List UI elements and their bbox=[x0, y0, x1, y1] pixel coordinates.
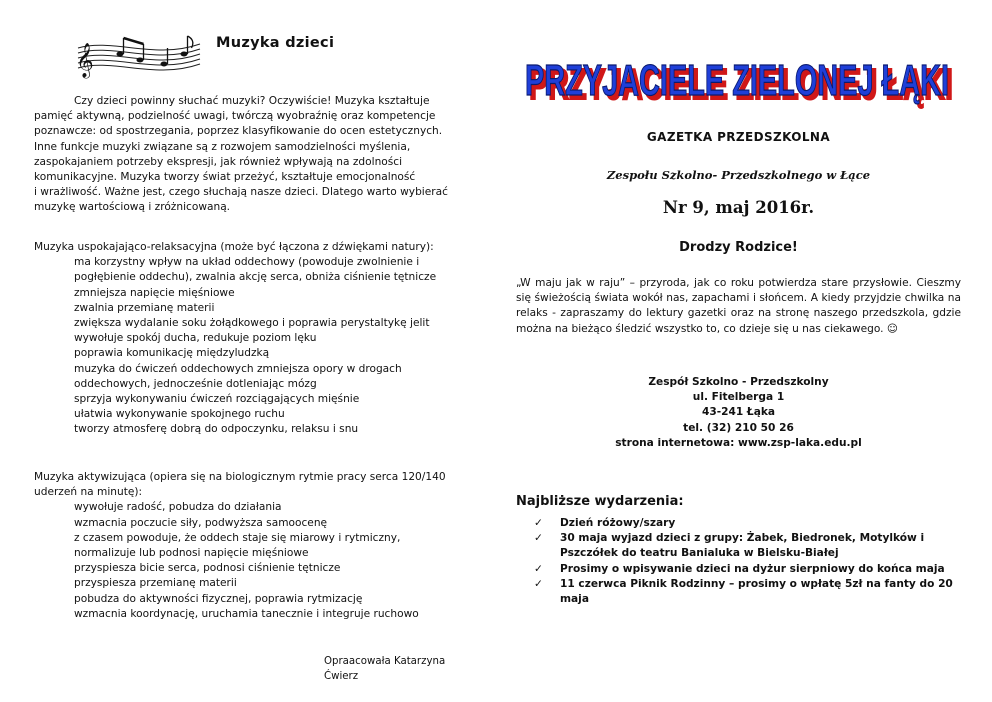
event-text: 30 maja wyjazd dzieci z grupy: Żabek, Biedronek, Motylków i Pszczółek do teatru Banialuka w Bielsku-Białej bbox=[560, 532, 925, 560]
contact-line: 43-241 Łąka bbox=[701, 406, 776, 419]
banner-shadow-text: PRZYJACIELE ZIELONEJ ŁĄKI bbox=[529, 60, 953, 109]
list-item: zwalnia przemianę materii bbox=[74, 301, 215, 314]
newsletter-subtitle: GAZETKA PRZEDSZKOLNA bbox=[646, 130, 831, 144]
list-item: ułatwia wykonywanie spokojnego ruchu bbox=[74, 408, 285, 421]
contact-line: ul. Fitelberga 1 bbox=[692, 391, 785, 404]
intro-line: Czy dzieci powinny słuchać muzyki? Oczywiście! Muzyka kształtuje bbox=[74, 95, 430, 107]
event-text: Prosimy o wpisywanie dzieci na dyżur sierpniowy do końca maja bbox=[560, 562, 945, 575]
checkmark-icon: ✓ bbox=[534, 577, 543, 590]
list-item: normalizuje lub podnosi napięcie mięśniowe bbox=[74, 547, 309, 560]
intro-line: komunikacyjne. Muzyka tworzy świat przeżyć, kształtuje emocjonalność bbox=[34, 171, 416, 184]
greeting-heading: Drodzy Rodzice! bbox=[679, 240, 798, 255]
list-item: wywołuje spokój ducha, redukuje poziom lęku bbox=[74, 332, 317, 345]
active-section bbox=[34, 470, 474, 622]
relax-heading: Muzyka uspokajająco-relaksacyjna (może być łączona z dźwiękami natury): bbox=[34, 241, 434, 253]
intro-line: zaspokajaniem potrzeby ekspresji, jak również wpływają na zdolności bbox=[34, 155, 403, 168]
list-item: sprzyja wykonywaniu ćwiczeń rozciągających mięśnie bbox=[74, 393, 360, 406]
intro-line: poznawcze: od spostrzegania, poprzez klasyfikowanie do ocen estetycznych. bbox=[34, 125, 443, 138]
list-item: przyspiesza bicie serca, podnosi ciśnienie tętnicze bbox=[74, 562, 341, 575]
contact-line: Zespół Szkolno - Przedszkolny bbox=[648, 376, 829, 388]
author-credit: Opraacowała Katarzyna Ćwierz bbox=[324, 656, 446, 683]
music-notes-icon bbox=[74, 30, 204, 90]
list-item: muzyka do ćwiczeń oddechowych zmniejsza opory w drogach bbox=[74, 362, 402, 375]
event-item bbox=[534, 531, 954, 561]
svg-text:𝄞: 𝄞 bbox=[76, 43, 94, 78]
event-item bbox=[534, 577, 954, 607]
list-item: pobudza do aktywności fizycznej, poprawia rytmizację bbox=[74, 592, 363, 605]
list-item: wywołuje radość, pobudza do działania bbox=[74, 501, 282, 514]
contact-line: tel. (32) 210 50 26 bbox=[683, 421, 794, 434]
relax-section bbox=[34, 240, 474, 438]
events-list bbox=[534, 516, 954, 607]
checkmark-icon: ✓ bbox=[534, 532, 543, 545]
intro-line: muzykę wartościową i zróżnicowaną. bbox=[34, 201, 231, 214]
newsletter-banner bbox=[518, 50, 958, 114]
active-heading-cont: uderzeń na minutę): bbox=[34, 486, 143, 499]
list-item: przyspiesza przemianę materii bbox=[74, 577, 237, 590]
school-name: Zespołu Szkolno- Przedszkolnego w Łące bbox=[606, 168, 871, 182]
list-item: wzmacnia koordynację, uruchamia tanecznie i integruje ruchowo bbox=[74, 607, 419, 620]
event-text: 11 czerwca Piknik Rodzinny – prosimy o wpłatę 5zł na fanty do 20 maja bbox=[560, 577, 953, 606]
relax-list bbox=[34, 255, 474, 437]
contact-line: strona internetowa: www.zsp-laka.edu.pl bbox=[615, 436, 862, 449]
article-title: Muzyka dzieci bbox=[216, 35, 335, 51]
lead-paragraph: „W maju jak w raju” – przyroda, jak co roku potwierdza stare przysłowie. Cieszmy się świeżością świata wokół nas, zapachami i słońcem. A kiedy przyjdzie chwilka na relaks - zapraszamy do lektury gazetki oraz na stronę naszego przedszkola, gdzie można na bieżąco śledzić wszystko to, co dzieje się u nas ciekawego. ☺ bbox=[516, 277, 961, 335]
checkmark-icon: ✓ bbox=[534, 562, 543, 575]
intro-paragraph bbox=[34, 94, 474, 216]
intro-line: Inne funkcje muzyki związane są z rozwojem samodzielności myślenia, bbox=[34, 140, 411, 153]
list-item: poprawia komunikację międzyludzką bbox=[74, 347, 270, 360]
event-text: Dzień różowy/szary bbox=[560, 517, 676, 529]
list-item: wzmacnia poczucie siły, podwyższa samoocenę bbox=[74, 516, 328, 529]
contact-block bbox=[516, 375, 961, 451]
list-item: pogłębienie oddechu), zwalnia akcję serca, obniża ciśnienie tętnicze bbox=[74, 271, 437, 284]
list-item: tworzy atmosferę dobrą do odpoczynku, relaksu i snu bbox=[74, 423, 359, 436]
intro-line: pamięć aktywną, podzielność uwagi, twórczą wyobraźnię oraz kompetencje bbox=[34, 110, 436, 123]
list-item: zwiększa wydalanie soku żołądkowego i poprawia perystaltykę jelit bbox=[74, 317, 430, 330]
events-title: Najbliższe wydarzenia: bbox=[516, 494, 684, 509]
banner-text: PRZYJACIELE ZIELONEJ ŁĄKI bbox=[525, 56, 949, 105]
active-list bbox=[34, 500, 474, 622]
list-item: oddechowych, jednocześnie dotleniając mózg bbox=[74, 377, 317, 390]
event-item bbox=[534, 562, 954, 577]
list-item: z czasem powoduje, że oddech staje się miarowy i rytmiczny, bbox=[74, 531, 401, 544]
issue-number: Nr 9, maj 2016r. bbox=[662, 198, 815, 217]
list-item: zmniejsza napięcie mięśniowe bbox=[74, 286, 235, 299]
list-item: ma korzystny wpływ na układ oddechowy (powoduje zwolnienie i bbox=[74, 256, 420, 269]
intro-line: i wrażliwość. Ważne jest, czego słuchają nasze dzieci. Dlatego warto wybierać bbox=[34, 186, 448, 199]
active-heading: Muzyka aktywizująca (opiera się na biologicznym rytmie pracy serca 120/140 bbox=[34, 471, 446, 483]
checkmark-icon: ✓ bbox=[534, 517, 543, 529]
event-item bbox=[534, 516, 954, 531]
